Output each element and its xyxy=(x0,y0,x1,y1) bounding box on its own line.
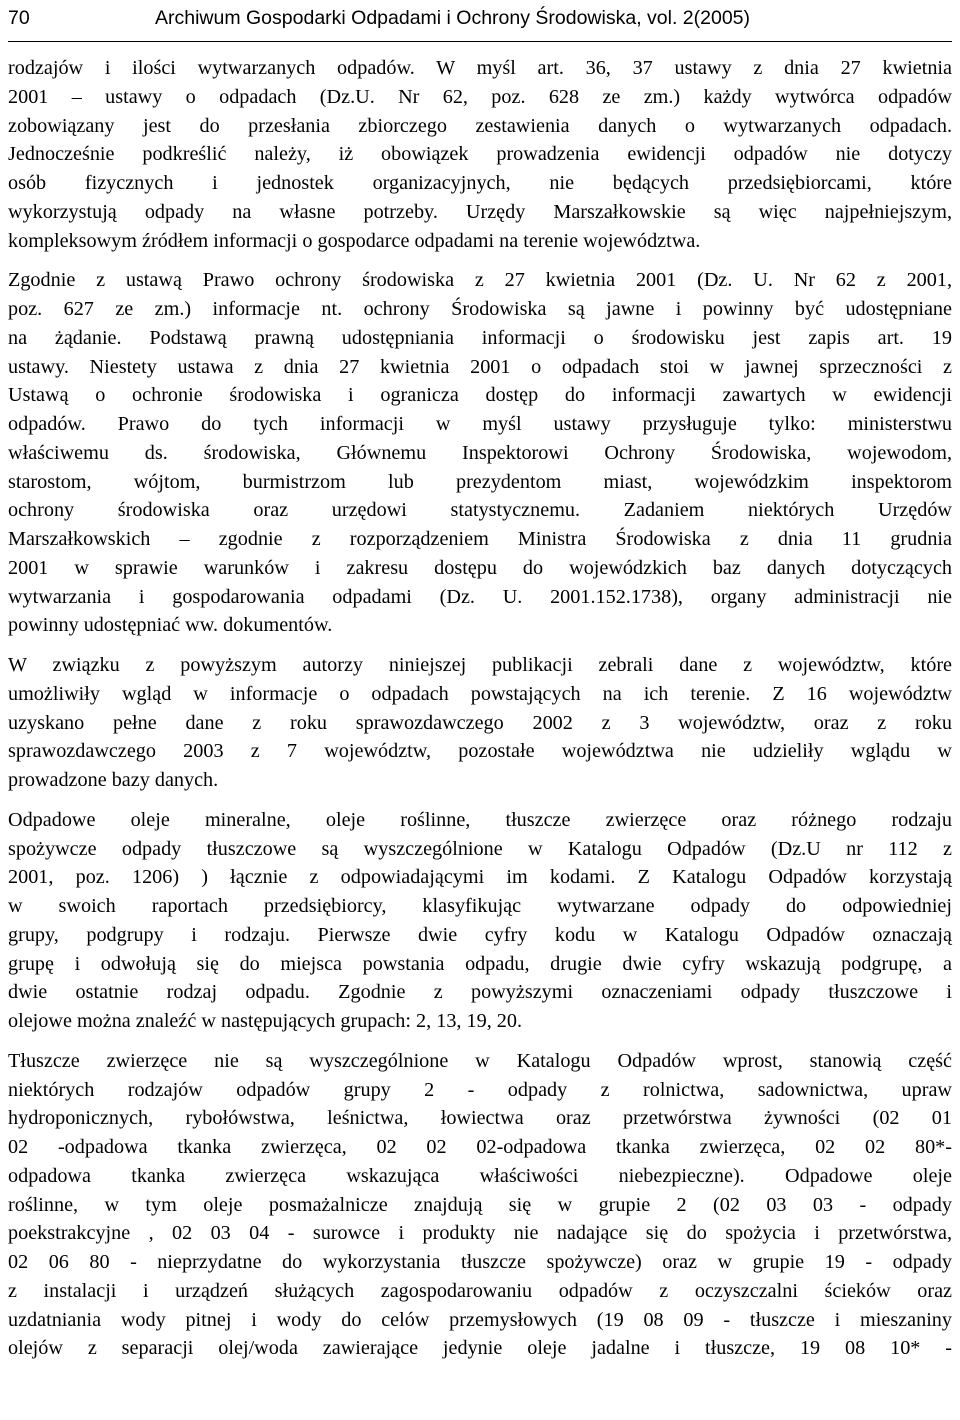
text-line: prowadzone bazy danych. xyxy=(8,769,219,791)
text-line: uzyskano pełne dane z roku sprawozdawczego 2002 z 3 województw, oraz z roku xyxy=(8,711,952,734)
text-line: 2001 w sprawie warunków i zakresu dostępu do wojewódzkich baz danych dotyczących xyxy=(8,556,952,579)
text-line: ustawy. Niestety ustawa z dnia 27 kwietnia 2001 o odpadach stoi w jawnej sprzeczności z xyxy=(8,355,952,378)
text-line: z instalacji i urządzeń służących zagospodarowaniu odpadów z oczyszczalni ścieków oraz xyxy=(8,1279,952,1302)
text-line: hydroponicznych, rybołówstwa, leśnictwa, łowiectwa oraz przetwórstwa żywności (02 01 xyxy=(8,1107,952,1130)
text-line: zobowiązany jest do przesłania zbiorczego zestawienia danych o wytwarzanych odpadach. xyxy=(8,114,952,137)
text-line: spożywcze odpady tłuszczowe są wyszczególnione w Katalogu Odpadów (Dz.U nr 112 z xyxy=(8,837,952,860)
text-line: 02 -odpadowa tkanka zwierzęca, 02 02 02-odpadowa tkanka zwierzęca, 02 02 80*- xyxy=(8,1136,952,1158)
text-line: powinny udostępniać ww. dokumentów. xyxy=(8,614,333,637)
paragraph-gap xyxy=(8,640,952,651)
page-number: 70 xyxy=(8,7,30,29)
article-body xyxy=(8,54,952,1363)
text-line: dwie ostatnie rodzaj odpadu. Zgodnie z powyższymi oznaczeniami odpady tłuszczowe i xyxy=(8,981,952,1004)
paragraph xyxy=(8,1047,952,1363)
text-line: poz. 627 ze zm.) informacje nt. ochrony Środowiska są jawne i powinny być udostępniane xyxy=(8,298,952,320)
text-line: kompleksowym źródłem informacji o gospodarce odpadami na terenie województwa. xyxy=(8,229,701,252)
text-line: osób fizycznych i jednostek organizacyjnych, nie będących przedsiębiorcami, które xyxy=(8,172,952,194)
text-line: grupy, podgrupy i rodzaju. Pierwsze dwie cyfry kodu w Katalogu Odpadów oznaczają xyxy=(8,923,952,946)
paragraph xyxy=(8,651,952,795)
running-header xyxy=(8,4,952,34)
text-line: odpadowa tkanka zwierzęca wskazująca właściwości niebezpieczne). Odpadowe oleje xyxy=(8,1164,952,1187)
text-line: umożliwiły wgląd w informacje o odpadach powstających na ich terenie. Z 16 województw xyxy=(8,682,952,705)
text-line: olejów z separacji olej/woda zawierające jedynie oleje jadalne i tłuszcze, 19 08 10* - xyxy=(8,1337,952,1360)
text-line: Zgodnie z ustawą Prawo ochrony środowiska z 27 kwietnia 2001 (Dz. U. Nr 62 z 2001, xyxy=(8,269,952,292)
text-line: 2001, poz. 1206) ) łącznie z odpowiadającymi im kodami. Z Katalogu Odpadów korzystają xyxy=(8,866,952,889)
text-line: właściwemu ds. środowiska, Głównemu Inspektorowi Ochrony Środowiska, wojewodom, xyxy=(8,441,952,464)
journal-title: Archiwum Gospodarki Odpadami i Ochrony Środowiska, vol. 2(2005) xyxy=(155,7,751,29)
text-line: Tłuszcze zwierzęce nie są wyszczególnione w Katalogu Odpadów wprost, stanowią część xyxy=(8,1049,952,1072)
text-line: w swoich raportach przedsiębiorcy, klasyfikując wytwarzane odpady do odpowiedniej xyxy=(8,895,952,917)
text-line: roślinne, w tym oleje posmażalnicze znajdują się w grupie 2 (02 03 03 - odpady xyxy=(8,1193,952,1216)
text-line: na żądanie. Podstawą prawną udostępniania informacji o środowisku jest zapis art. 19 xyxy=(8,326,952,349)
text-line: 2001 – ustawy o odpadach (Dz.U. Nr 62, poz. 628 ze zm.) każdy wytwórca odpadów xyxy=(8,85,952,108)
text-line: Marszałkowskich – zgodnie z rozporządzeniem Ministra Środowiska z dnia 11 grudnia xyxy=(8,528,952,550)
text-line: grupę i odwołują się do miejsca powstania odpadu, drugie dwie cyfry wskazują podgrupę, a xyxy=(8,952,952,975)
text-line: wykorzystują odpady na własne potrzeby. Urzędy Marszałkowskie są więc najpełniejszym, xyxy=(8,200,952,223)
text-line: 02 06 80 - nieprzydatne do wykorzystania tłuszcze spożywcze) oraz w grupie 19 - odpady xyxy=(8,1251,952,1273)
text-line: niektórych rodzajów odpadów grupy 2 - odpady z rolnictwa, sadownictwa, upraw xyxy=(8,1078,952,1101)
paragraph xyxy=(8,266,952,640)
text-line: uzdatniania wody pitnej i wody do celów przemysłowych (19 08 09 - tłuszcze i mieszaniny xyxy=(8,1308,952,1331)
text-line: odpadów. Prawo do tych informacji w myśl ustawy przysługuje tylko: ministerstwu xyxy=(8,413,952,435)
paragraph-gap xyxy=(8,795,952,806)
paragraph xyxy=(8,806,952,1036)
text-line: sprawozdawczego 2003 z 7 województw, pozostałe województwa nie udzieliły wglądu w xyxy=(8,740,952,763)
text-line: Jednocześnie podkreślić należy, iż obowiązek prowadzenia ewidencji odpadów nie dotyczy xyxy=(8,143,952,166)
text-line: starostom, wójtom, burmistrzom lub prezydentom miast, wojewódzkim inspektorom xyxy=(8,470,952,493)
paragraph-gap xyxy=(8,255,952,266)
header-rule xyxy=(8,41,952,42)
paragraph-gap xyxy=(8,1036,952,1047)
text-line: olejowe można znaleźć w następujących grupach: 2, 13, 19, 20. xyxy=(8,1010,523,1032)
paragraph xyxy=(8,54,952,255)
text-line: ochrony środowiska oraz urzędowi statystycznemu. Zadaniem niektórych Urzędów xyxy=(8,499,952,522)
text-line: wytwarzania i gospodarowania odpadami (Dz. U. 2001.152.1738), organy administracji nie xyxy=(8,585,952,608)
text-line: Odpadowe oleje mineralne, oleje roślinne, tłuszcze zwierzęce oraz różnego rodzaju xyxy=(8,808,952,831)
text-line: W związku z powyższym autorzy niniejszej publikacji zebrali dane z województw, które xyxy=(8,654,952,676)
text-line: rodzajów i ilości wytwarzanych odpadów. W myśl art. 36, 37 ustawy z dnia 27 kwietnia xyxy=(8,57,952,79)
text-line: poekstrakcyjne , 02 03 04 - surowce i produkty nie nadające się do spożycia i przetwórstwa, xyxy=(8,1222,952,1245)
text-line: Ustawą o ochronie środowiska i ogranicza dostęp do informacji zawartych w ewidencji xyxy=(8,384,952,407)
